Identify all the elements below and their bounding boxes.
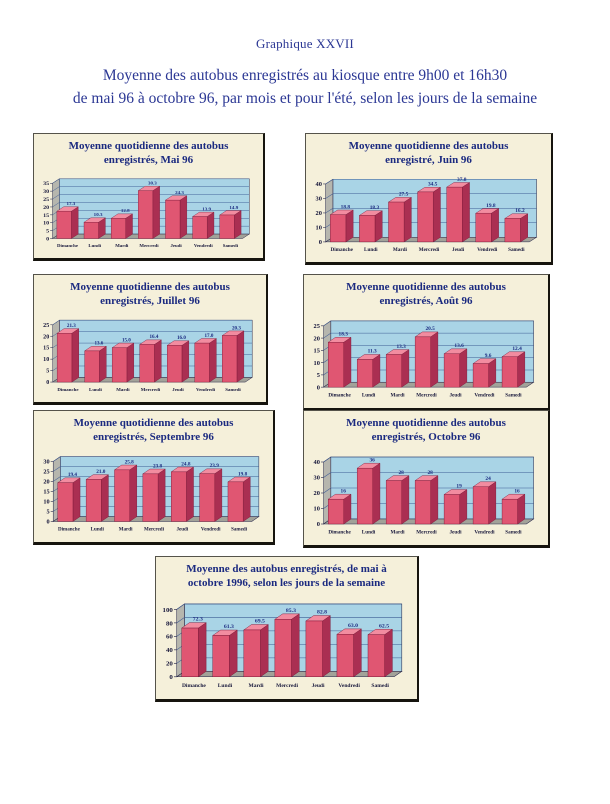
chart-title-mai-96 xyxy=(34,134,263,167)
chart-title-line: Moyenne quotidienne des autobus xyxy=(348,140,509,152)
bar-chart-septembre-96 xyxy=(37,446,270,535)
svg-text:Jeudi: Jeudi xyxy=(449,529,462,536)
svg-text:Dimanche: Dimanche xyxy=(57,244,79,249)
svg-text:15.0: 15.0 xyxy=(121,338,131,344)
chart-title-mai-octobre-1996 xyxy=(156,557,417,590)
page-title-line1: Moyenne des autobus enregistrés au kiosque entre 9h00 et 16h30 xyxy=(102,67,508,84)
svg-text:62.5: 62.5 xyxy=(379,623,390,630)
svg-text:34.5: 34.5 xyxy=(427,181,438,188)
svg-text:12.4: 12.4 xyxy=(512,346,522,352)
svg-text:Jeudi: Jeudi xyxy=(170,244,182,249)
svg-text:5: 5 xyxy=(46,368,50,375)
svg-text:Dimanche: Dimanche xyxy=(181,683,206,690)
chart-title-line: octobre 1996, selon les jours de la semaine xyxy=(187,576,386,589)
svg-text:82.8: 82.8 xyxy=(316,609,328,616)
chart-title-aout-96 xyxy=(304,275,548,308)
svg-text:13.3: 13.3 xyxy=(396,343,406,350)
svg-text:20.3: 20.3 xyxy=(232,326,241,332)
svg-text:0: 0 xyxy=(169,674,173,682)
svg-text:25.8: 25.8 xyxy=(124,459,134,466)
svg-text:10: 10 xyxy=(43,357,50,364)
svg-text:15: 15 xyxy=(313,347,320,355)
svg-text:18.3: 18.3 xyxy=(338,331,348,338)
chart-title-juillet-96 xyxy=(34,275,266,308)
chart-title-line: enregistrés, Septembre 96 xyxy=(93,430,214,443)
chart-aout-96 xyxy=(303,274,550,411)
svg-text:25: 25 xyxy=(43,197,50,203)
svg-text:Samedi: Samedi xyxy=(505,529,522,536)
svg-text:18.8: 18.8 xyxy=(340,204,351,211)
svg-text:40: 40 xyxy=(165,647,173,655)
svg-text:0: 0 xyxy=(318,240,322,246)
svg-text:Dimanche: Dimanche xyxy=(57,527,80,533)
svg-text:30: 30 xyxy=(43,459,50,466)
chart-title-line: Moyenne quotidienne des autobus xyxy=(346,417,506,429)
svg-text:40: 40 xyxy=(315,182,322,188)
svg-text:100: 100 xyxy=(162,606,173,614)
svg-text:15: 15 xyxy=(43,345,50,352)
svg-text:Dimanche: Dimanche xyxy=(328,392,351,399)
chart-septembre-96 xyxy=(33,410,275,545)
svg-text:16.0: 16.0 xyxy=(176,336,186,342)
svg-text:30.3: 30.3 xyxy=(147,181,157,187)
svg-text:Jeudi: Jeudi xyxy=(176,527,189,533)
svg-text:10: 10 xyxy=(313,505,320,513)
svg-text:Dimanche: Dimanche xyxy=(330,247,353,253)
svg-text:Vendredi: Vendredi xyxy=(477,247,498,253)
svg-text:85.3: 85.3 xyxy=(285,607,296,614)
svg-text:20: 20 xyxy=(43,205,50,211)
svg-text:24.3: 24.3 xyxy=(175,191,184,197)
svg-text:Lundi: Lundi xyxy=(361,529,376,536)
svg-text:37.8: 37.8 xyxy=(457,177,467,183)
bar-chart-mai-96 xyxy=(37,169,260,251)
svg-text:16.2: 16.2 xyxy=(515,208,525,214)
chart-juin-96 xyxy=(305,133,553,265)
svg-text:Jeudi: Jeudi xyxy=(172,387,184,393)
svg-text:19.8: 19.8 xyxy=(486,203,496,209)
svg-text:Samedi: Samedi xyxy=(371,683,389,690)
svg-text:5: 5 xyxy=(46,509,50,516)
svg-text:Samedi: Samedi xyxy=(231,527,248,533)
svg-text:Vendredi: Vendredi xyxy=(195,387,216,393)
chart-title-line: enregistrés, Octobre 96 xyxy=(371,430,481,443)
svg-text:19: 19 xyxy=(456,483,462,490)
svg-text:13.6: 13.6 xyxy=(94,341,104,347)
svg-text:Samedi: Samedi xyxy=(505,392,522,399)
svg-text:Jeudi: Jeudi xyxy=(449,392,462,399)
svg-text:17.0: 17.0 xyxy=(204,333,214,339)
svg-text:40: 40 xyxy=(313,459,320,467)
svg-text:Dimanche: Dimanche xyxy=(328,529,351,536)
svg-text:35: 35 xyxy=(43,181,50,188)
svg-text:14.9: 14.9 xyxy=(229,206,239,211)
svg-text:12.8: 12.8 xyxy=(120,209,130,215)
svg-text:Samedi: Samedi xyxy=(222,244,239,249)
svg-text:Lundi: Lundi xyxy=(361,392,376,399)
chart-title-line: enregistrés, Août 96 xyxy=(379,294,473,307)
svg-text:Vendredi: Vendredi xyxy=(193,244,213,249)
svg-text:Vendredi: Vendredi xyxy=(474,529,495,536)
chart-title-line: Moyenne quotidienne des autobus xyxy=(346,281,506,293)
svg-text:28: 28 xyxy=(398,469,404,476)
svg-text:5: 5 xyxy=(316,372,320,380)
svg-text:Mardi: Mardi xyxy=(116,387,130,393)
svg-text:Mercredi: Mercredi xyxy=(416,392,437,399)
svg-text:Mardi: Mardi xyxy=(392,247,407,253)
svg-text:17.3: 17.3 xyxy=(66,202,76,208)
svg-text:25: 25 xyxy=(313,323,320,330)
svg-text:Mardi: Mardi xyxy=(115,244,129,249)
svg-text:Lundi: Lundi xyxy=(217,683,233,690)
svg-text:19.4: 19.4 xyxy=(67,472,78,479)
svg-text:Mercredi: Mercredi xyxy=(140,387,161,393)
svg-text:28: 28 xyxy=(427,469,433,476)
svg-text:11.3: 11.3 xyxy=(367,348,377,355)
chart-title-line: enregistré, Juin 96 xyxy=(385,153,472,166)
svg-text:61.3: 61.3 xyxy=(223,624,234,631)
chart-title-line: Moyenne quotidienne des autobus xyxy=(70,281,230,293)
svg-text:72.3: 72.3 xyxy=(192,616,203,623)
svg-text:Vendredi: Vendredi xyxy=(338,683,360,690)
chart-title-octobre-96 xyxy=(304,411,548,444)
svg-text:20: 20 xyxy=(313,335,320,343)
svg-text:25: 25 xyxy=(43,469,50,476)
chart-octobre-96 xyxy=(303,410,550,548)
svg-text:Jeudi: Jeudi xyxy=(452,247,465,253)
svg-text:30: 30 xyxy=(43,189,50,196)
svg-text:0: 0 xyxy=(46,236,50,243)
svg-text:23.8: 23.8 xyxy=(152,463,163,470)
svg-text:10: 10 xyxy=(43,220,50,227)
svg-text:16: 16 xyxy=(340,488,346,495)
svg-text:18.3: 18.3 xyxy=(369,205,380,211)
svg-text:9.6: 9.6 xyxy=(484,352,492,359)
chart-title-line: Moyenne des autobus enregistrés, de mai à xyxy=(186,563,387,575)
svg-text:30: 30 xyxy=(315,196,322,203)
svg-text:Mercredi: Mercredi xyxy=(418,247,440,253)
svg-text:23.9: 23.9 xyxy=(209,463,219,470)
svg-text:30: 30 xyxy=(313,474,320,482)
svg-text:0: 0 xyxy=(46,519,50,526)
chart-title-septembre-96 xyxy=(34,411,273,444)
bar-chart-mai-octobre-1996 xyxy=(159,592,414,692)
svg-text:Mardi: Mardi xyxy=(118,527,133,533)
svg-text:24: 24 xyxy=(485,476,491,482)
svg-text:27.5: 27.5 xyxy=(398,191,409,198)
svg-text:21.3: 21.3 xyxy=(66,324,76,329)
svg-text:Samedi: Samedi xyxy=(508,247,525,253)
svg-text:16.4: 16.4 xyxy=(149,335,159,341)
svg-text:10.3: 10.3 xyxy=(93,213,103,219)
svg-text:19.8: 19.8 xyxy=(238,471,248,478)
chart-title-juin-96 xyxy=(306,134,551,167)
svg-text:25: 25 xyxy=(43,322,50,329)
chart-mai-octobre-1996 xyxy=(155,556,419,702)
svg-text:20: 20 xyxy=(43,479,50,486)
svg-text:Mercredi: Mercredi xyxy=(416,529,437,536)
svg-text:Mercredi: Mercredi xyxy=(276,683,298,690)
svg-text:Mercredi: Mercredi xyxy=(139,244,159,249)
svg-text:10: 10 xyxy=(315,225,322,232)
svg-text:Lundi: Lundi xyxy=(364,247,378,253)
svg-text:Lundi: Lundi xyxy=(88,244,102,249)
chart-juillet-96 xyxy=(33,274,268,405)
page-title xyxy=(0,64,610,110)
svg-text:5: 5 xyxy=(46,228,50,235)
svg-text:13.9: 13.9 xyxy=(202,207,212,213)
svg-text:21.0: 21.0 xyxy=(96,468,106,475)
svg-text:10: 10 xyxy=(43,499,50,506)
svg-text:36: 36 xyxy=(369,457,375,464)
svg-text:Mardi: Mardi xyxy=(390,392,405,399)
chart-title-line: Moyenne quotidienne des autobus xyxy=(68,140,229,152)
svg-text:69.5: 69.5 xyxy=(254,618,265,625)
chart-mai-96 xyxy=(33,133,265,261)
svg-text:16: 16 xyxy=(514,488,520,495)
bar-chart-juillet-96 xyxy=(37,310,263,395)
page-title-line2: de mai 96 à octobre 96, par mois et pour l'été, selon les jours de la semaine xyxy=(72,90,538,107)
svg-text:10: 10 xyxy=(313,359,320,367)
bar-chart-juin-96 xyxy=(309,169,548,255)
svg-text:0: 0 xyxy=(316,521,320,529)
svg-text:15: 15 xyxy=(43,212,50,219)
svg-text:Jeudi: Jeudi xyxy=(311,683,325,690)
svg-text:20: 20 xyxy=(43,334,50,341)
svg-text:0: 0 xyxy=(316,384,320,392)
page-heading: Graphique XXVII xyxy=(256,36,354,51)
svg-text:Dimanche: Dimanche xyxy=(57,387,79,393)
svg-text:20.5: 20.5 xyxy=(425,326,435,333)
svg-text:24.8: 24.8 xyxy=(181,461,191,468)
svg-text:63.0: 63.0 xyxy=(347,622,359,629)
bar-chart-aout-96 xyxy=(307,310,545,401)
svg-text:20: 20 xyxy=(315,211,322,217)
chart-title-line: enregistrés, Mai 96 xyxy=(103,153,194,166)
svg-text:20: 20 xyxy=(313,490,320,498)
svg-text:15: 15 xyxy=(43,489,50,496)
svg-text:Lundi: Lundi xyxy=(89,387,102,393)
svg-text:Lundi: Lundi xyxy=(90,527,104,533)
svg-text:0: 0 xyxy=(46,380,50,387)
chart-title-line: Moyenne quotidienne des autobus xyxy=(73,417,234,429)
svg-text:80: 80 xyxy=(165,620,173,628)
svg-text:13.6: 13.6 xyxy=(454,343,464,350)
svg-text:Samedi: Samedi xyxy=(225,387,241,393)
svg-text:Mardi: Mardi xyxy=(248,683,264,690)
bar-chart-octobre-96 xyxy=(307,446,545,538)
svg-text:Mardi: Mardi xyxy=(390,529,405,536)
chart-title-line: enregistrés, Juillet 96 xyxy=(100,294,200,307)
svg-text:Mercredi: Mercredi xyxy=(144,527,165,533)
svg-text:Vendredi: Vendredi xyxy=(200,527,221,533)
svg-text:20: 20 xyxy=(165,660,173,668)
svg-text:Vendredi: Vendredi xyxy=(474,392,495,399)
svg-text:60: 60 xyxy=(165,633,173,641)
